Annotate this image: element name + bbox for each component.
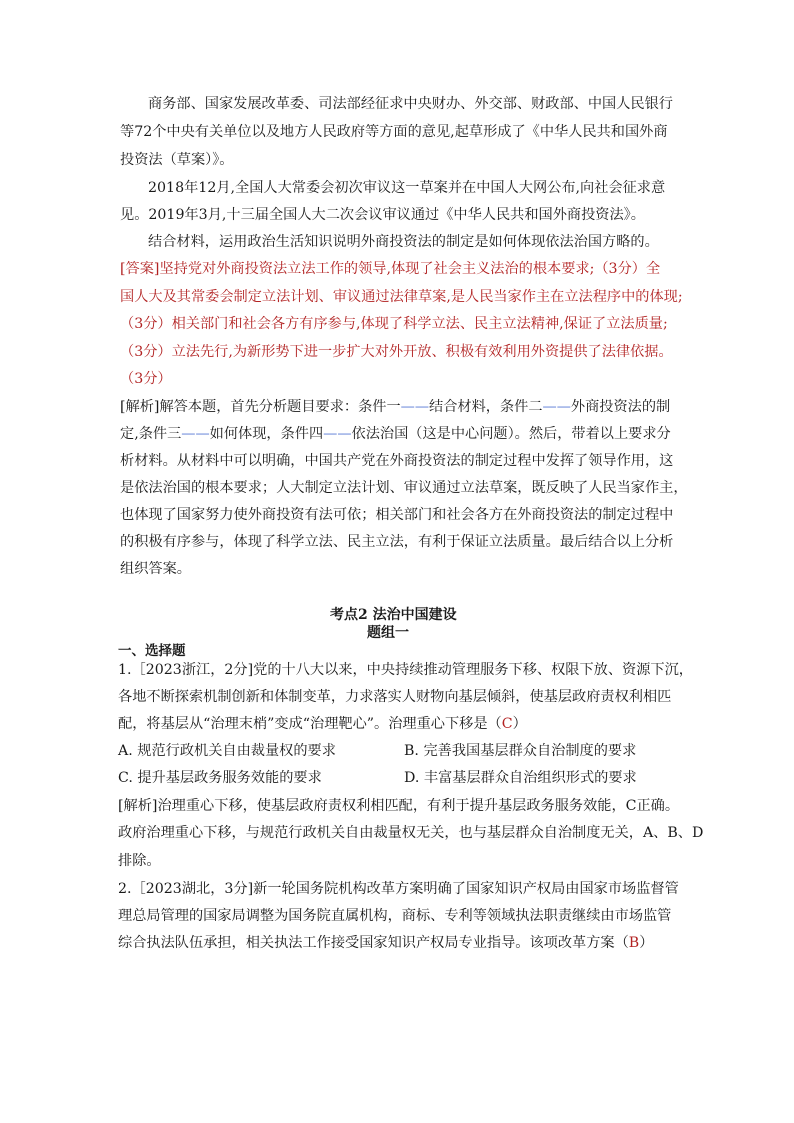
q1-analysis-line-2: 政府治理重心下移，与规范行政机关自由裁量权无关，也与基层群众自治制度无关，A、B、D <box>118 825 704 841</box>
material-line-1: 商务部、国家发展改革委、司法部经征求中央财办、外交部、财政部、中国人民银行 <box>148 96 673 112</box>
q2-paren-close: ） <box>639 935 654 951</box>
answer-line-5: （3分） <box>120 371 172 387</box>
analysis-line-6: 的积极有序参与，体现了科学立法、民主立法，有利于保证立法质量。最后结合以上分析 <box>120 534 674 550</box>
material-line-4: 2018年12月,全国人大常委会初次审议这一草案并在中国人大网公布,向社会征求意 <box>148 180 666 196</box>
material-line-2: 等72个中央有关单位以及地方人民政府等方面的意见,起草形成了《中华人民共和国外商 <box>120 124 668 140</box>
analysis-text: 定,条件三 <box>120 426 182 442</box>
q1-analysis-line-3: 排除。 <box>118 853 161 869</box>
q1-option-b: B. 完善我国基层群众自治制度的要求 <box>404 743 637 759</box>
q1-line-3 <box>118 714 527 734</box>
q1-option-d: D. 丰富基层群众自治组织形式的要求 <box>404 770 637 786</box>
answer-line-4: （3分）立法先行,为新形势下进一步扩大对外开放、积极有效利用外资提供了法律依据。 <box>120 344 673 360</box>
section-title: 考点2 法治中国建设 <box>330 607 457 623</box>
analysis-text: 结合材料，条件二 <box>429 399 543 415</box>
q1-option-c: C. 提升基层政务服务效能的要求 <box>118 770 322 786</box>
material-line-5: 见。2019年3月,十三届全国人大二次会议审议通过《中华人民共和国外商投资法》。 <box>120 207 645 223</box>
analysis-line-5: 也体现了国家努力使外商投资有法可依；相关部门和社会各方在外商投资法的制定过程中 <box>120 507 674 523</box>
q1-stem-end: 配，将基层从“治理末梢”变成“治理靶心”。治理重心下移是（ <box>118 716 502 732</box>
question-prompt: 结合材料，运用政治生活知识说明外商投资法的制定是如何体现依法治国方略的。 <box>148 234 659 250</box>
analysis-line-2 <box>120 424 671 444</box>
analysis-text: 如何体现，条件四 <box>209 426 324 442</box>
analysis-line-7: 组织答案。 <box>120 561 191 577</box>
answer-line-2: 国人大及其常委会制定立法计划、审议通过法律草案,是人民当家作主在立法程序中的体现; <box>120 289 683 305</box>
answer-line-3: （3分）相关部门和社会各方有序参与,体现了科学立法、民主立法精神,保证了立法质量; <box>120 316 668 332</box>
answer-line-1: [答案]坚持党对外商投资法立法工作的领导,体现了社会主义法治的根本要求;（3分）全 <box>120 261 661 277</box>
analysis-line-4: 是依法治国的根本要求；人大制定立法计划、审议通过立法草案，既反映了人民当家作主， <box>120 480 688 496</box>
q2-line-2: 理总局管理的国家局调整为国务院直属机构，商标、专利等领域执法职责继续由市场监管 <box>118 908 672 924</box>
material-line-3: 投资法（草案）》。 <box>120 152 234 168</box>
q1-paren-close: ） <box>512 716 527 732</box>
q2-answer: B <box>628 935 640 951</box>
part-heading: 一、选择题 <box>118 643 186 659</box>
q1-answer: C <box>501 716 513 732</box>
analysis-text: 外商投资法的制 <box>570 399 671 415</box>
q1-option-a: A. 规范行政机关自由裁量权的要求 <box>118 743 336 759</box>
q2-line-3 <box>118 933 653 953</box>
section-subtitle: 题组一 <box>367 625 409 641</box>
dash-separator: —— <box>400 399 430 415</box>
dash-separator: —— <box>542 399 571 415</box>
analysis-line-1 <box>120 397 670 417</box>
q1-line-2: 各地不断探索机制创新和体制变革，力求落实人财物向基层倾斜，使基层政府责权利相匹 <box>118 689 672 705</box>
dash-separator: —— <box>323 426 352 442</box>
analysis-text: 依法治国（这是中心问题）。然后，带着以上要求分 <box>351 426 671 442</box>
q1-analysis-line-1: [解析]治理重心下移，使基层政府责权利相匹配，有利于提升基层政务服务效能，C正确。 <box>118 798 680 814</box>
q2-line-1: 2.［2023湖北，3分]新一轮国务院机构改革方案明确了国家知识产权局由国家市场监督管 <box>118 881 679 897</box>
analysis-text: [解析]解答本题，首先分析题目要求：条件一 <box>120 399 401 415</box>
q1-line-1: 1.［2023浙江，2分]党的十八大以来，中央持续推动管理服务下移、权限下放、资源下沉， <box>118 662 693 678</box>
dash-separator: —— <box>181 426 210 442</box>
analysis-line-3: 析材料。从材料中可以明确，中国共产党在外商投资法的制定过程中发挥了领导作用，这 <box>120 453 674 469</box>
q2-stem-end: 综合执法队伍承担，相关执法工作接受国家知识产权局专业指导。该项改革方案（ <box>118 935 629 951</box>
